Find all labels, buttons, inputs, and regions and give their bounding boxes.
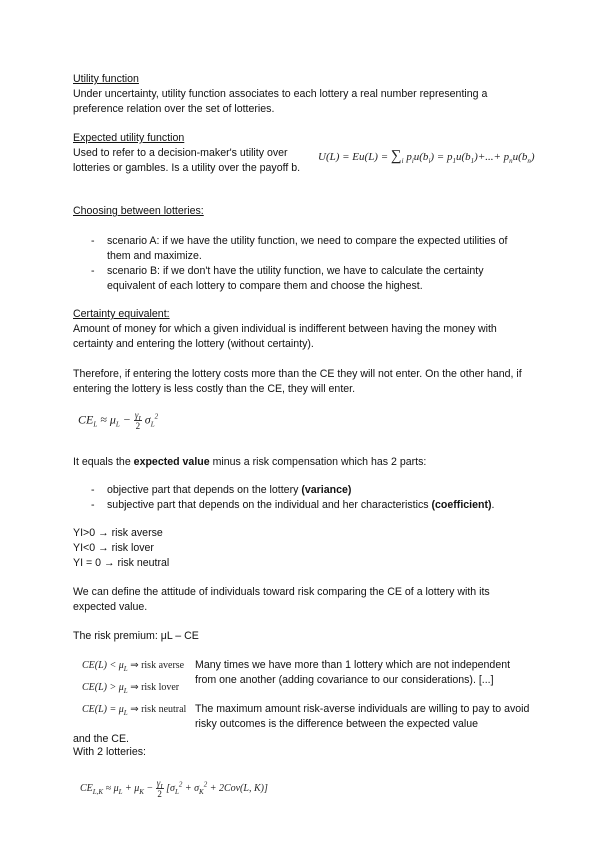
certainty-text-1: Amount of money for which a given individual is indifferent between having the money with certainty and entering the lottery (without certainty). — [73, 323, 497, 350]
comparison-rhs: ⇒ risk neutral — [130, 704, 187, 715]
many-times-text: Many times we have more than 1 lottery which are not independent from one another (adding covariance to our considerations). [...] — [195, 659, 511, 686]
equals-pre: It equals the — [73, 456, 134, 468]
ce-comparisons — [82, 655, 186, 721]
expected-utility-heading: Expected utility function — [73, 132, 185, 144]
attitudes-list — [73, 526, 533, 571]
utility-text: Under uncertainty, utility function associates to each lottery a real number representing a preference relation over the set of lotteries. — [73, 88, 488, 115]
comparison-lhs: CE(L) = μ — [82, 704, 124, 715]
list-item: - scenario B: if we don't have the utility function, we have to calculate the certainty equivalent of each lottery to compare them and choose the highest. — [73, 264, 533, 294]
define-text: We can define the attitude of individuals toward risk comparing the CE of a lottery with its expected value. — [73, 586, 490, 613]
max-amount-text: The maximum amount risk-averse individuals are willing to pay to avoid risky outcomes is the difference between the expected value — [195, 703, 530, 730]
equals-post: minus a risk compensation which has 2 parts: — [209, 456, 427, 468]
utility-heading: Utility function — [73, 73, 139, 85]
expected-utility-formula: $U(L) = Eu(L) = \sum_i$ $p_iu(b_i) = p_1u(b_1)+...+ p_nu(b_n)$ — [318, 148, 535, 166]
certainty-heading: Certainty equivalent: — [73, 308, 170, 320]
comparison-sub: L — [123, 709, 128, 717]
risk-parts-list — [73, 483, 553, 513]
and-ce-text: and the CE. — [73, 733, 129, 745]
choosing-list — [73, 234, 533, 294]
two-lotteries-formula: $CE_{L,K} \approx \mu_L + \mu_K$ − $\frac{\gamma_I}{2}$ [$\sigma_L^2 + \sigma_K^2 + 2Cov(L$, K)] — [80, 778, 268, 799]
comparison-lhs: CE(L) > μ — [82, 682, 124, 693]
utility-section — [73, 72, 533, 117]
comparison-lhs: CE(L) < μ — [82, 660, 124, 671]
equals-paragraph — [73, 455, 533, 470]
expected-utility-text: Used to refer to a decision-maker's utility over lotteries or gambles. Is a utility over the payoff b. — [73, 147, 301, 174]
equals-bold: expected value — [133, 456, 210, 468]
item-text: subjective part that depends on the individual and her characteristics — [107, 499, 432, 511]
list-item — [73, 498, 553, 513]
choosing-heading: Choosing between lotteries: — [73, 205, 204, 217]
attitude-line: YI<0 → risk lover — [73, 542, 154, 554]
list-item — [73, 483, 553, 498]
certainty-text-2: Therefore, if entering the lottery costs more than the CE they will not enter. On the other hand, if entering the lottery is less costly than the CE, they will enter. — [73, 368, 522, 395]
comparison-rhs: ⇒ risk averse — [130, 660, 185, 671]
comparison-sub: L — [123, 665, 128, 673]
ce-comparison-row — [82, 677, 186, 699]
item-text: objective part that depends on the lottery — [107, 484, 302, 496]
list-item: - scenario A: if we have the utility function, we need to compare the expected utilities of them and maximize. — [73, 234, 533, 264]
item-bold: (variance) — [301, 484, 352, 496]
item-post: . — [491, 499, 495, 511]
comparison-sub: L — [123, 687, 128, 695]
risk-premium: The risk premium: μL – CE — [73, 630, 199, 642]
expected-utility-section — [73, 131, 309, 176]
choosing-section — [73, 204, 533, 294]
with-two-text: With 2 lotteries: — [73, 746, 147, 758]
item-bold: (coefficient) — [431, 499, 492, 511]
certainty-section — [73, 307, 533, 397]
attitude-line: YI = 0 → risk neutral — [73, 557, 170, 569]
ce-comparison-row — [82, 699, 186, 721]
attitude-line: YI>0 → risk averse — [73, 527, 163, 539]
ce-formula: $CE_L \approx \mu_L$ − $\frac{\gamma_I}{2}$ $\sigma_L^2$ — [78, 410, 159, 431]
comparison-rhs: ⇒ risk lover — [130, 682, 180, 693]
ce-comparison-row — [82, 655, 186, 677]
